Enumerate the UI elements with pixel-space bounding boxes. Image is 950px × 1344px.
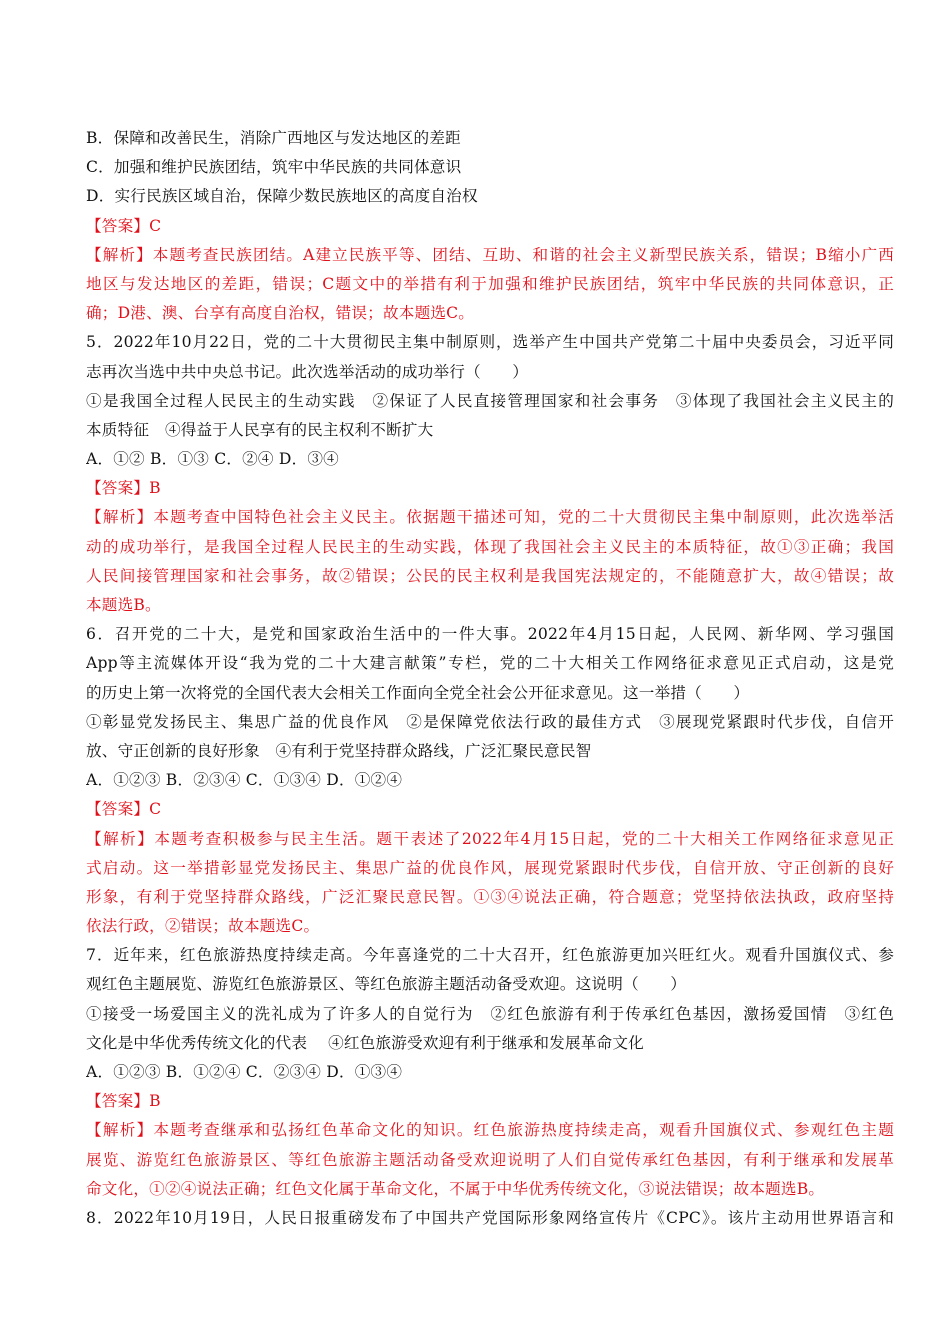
option-line: C．加强和维护民族团结，筑牢中华民族的共同体意识 xyxy=(86,158,462,177)
document-page xyxy=(86,124,894,1233)
answer-line: 【答案】C xyxy=(86,216,162,235)
question-line: 7．近年来，红色旅游热度持续走高。今年喜逢党的二十大召开，红色旅游更加兴旺红火。观看升国旗仪式、参 xyxy=(86,946,894,965)
question-line: 志再次当选中共中央总书记。此次选举活动的成功举行（ ） xyxy=(86,362,529,381)
question-line: 8．2022年10月19日，人民日报重磅发布了中国共产党国际形象网络宣传片《CPC》。该片主动用世界语言和 xyxy=(86,1208,894,1227)
option-line: A．①②③ B．②③④ C．①③④ D．①②④ xyxy=(86,771,403,790)
analysis-line: 人民间接管理国家和社会事务，故②错误；公民的民主权利是我国宪法规定的，不能随意扩大，故④错误；故 xyxy=(86,566,894,585)
analysis-line: 形象，有利于党坚持群众路线，广泛汇聚民意民智。①③④说法正确，符合题意；党坚持依法执政，政府坚持 xyxy=(86,887,894,906)
option-line: A．①② B．①③ C．②④ D．③④ xyxy=(86,450,339,469)
analysis-line: 【解析】本题考查中国特色社会主义民主。依据题干描述可知，党的二十大贯彻民主集中制原则，此次选举活 xyxy=(86,508,894,527)
answer-line: 【答案】B xyxy=(86,479,161,498)
question-line: 放、守正创新的良好形象 ④有利于党坚持群众路线，广泛汇聚民意民智 xyxy=(86,741,592,760)
question-line: App等主流媒体开设“我为党的二十大建言献策”专栏，党的二十大相关工作网络征求意见正式启动，这是党 xyxy=(86,654,894,673)
question-line: ①接受一场爱国主义的洗礼成为了许多人的自觉行为 ②红色旅游有利于传承红色基因，激扬爱国情 ③红色 xyxy=(86,1004,894,1023)
question-line: 文化是中华优秀传统文化的代表 ④红色旅游受欢迎有利于继承和发展革命文化 xyxy=(86,1033,644,1052)
analysis-line: 确；D港、澳、台享有高度自治权，错误；故本题选C。 xyxy=(86,304,475,323)
question-line: 本质特征 ④得益于人民享有的民主权利不断扩大 xyxy=(86,420,434,439)
option-line: D．实行民族区域自治，保障少数民族地区的高度自治权 xyxy=(86,187,478,206)
question-line: 6．召开党的二十大，是党和国家政治生活中的一件大事。2022年4月15日起，人民网、新华网、学习强国 xyxy=(86,625,894,644)
analysis-line: 【解析】本题考查民族团结。A建立民族平等、团结、互助、和谐的社会主义新型民族关系，错误；B缩小广西 xyxy=(86,245,894,264)
analysis-line: 命文化，①②④说法正确；红色文化属于革命文化，不属于中华优秀传统文化，③说法错误；故本题选B。 xyxy=(86,1179,825,1198)
analysis-line: 依法行政，②错误；故本题选C。 xyxy=(86,917,320,936)
question-line: 的历史上第一次将党的全国代表大会相关工作面向全党全社会公开征求意见。这一举措（ ） xyxy=(86,683,750,702)
option-line: B．保障和改善民生，消除广西地区与发达地区的差距 xyxy=(86,129,461,147)
analysis-line: 动的成功举行，是我国全过程人民民主的生动实践，体现了我国社会主义民主的本质特征，故①③正确；我国 xyxy=(86,537,894,556)
analysis-line: 【解析】本题考查继承和弘扬红色革命文化的知识。红色旅游热度持续走高，观看升国旗仪式、参观红色主题 xyxy=(86,1121,894,1140)
question-line: 5．2022年10月22日，党的二十大贯彻民主集中制原则，选举产生中国共产党第二十届中央委员会，习近平同 xyxy=(86,333,894,352)
analysis-line: 地区与发达地区的差距，错误；C题文中的举措有利于加强和维护民族团结，筑牢中华民族的共同体意识，正 xyxy=(86,274,894,293)
analysis-line: 展览、游览红色旅游景区、等红色旅游主题活动备受欢迎说明了人们自觉传承红色基因，有利于继承和发展革 xyxy=(86,1150,894,1169)
analysis-line: 本题选B。 xyxy=(86,596,161,614)
analysis-line: 式启动。这一举措彰显党发扬民主、集思广益的优良作风，展现党紧跟时代步伐，自信开放、守正创新的良好 xyxy=(86,858,894,877)
option-line: A．①②③ B．①②④ C．②③④ D．①③④ xyxy=(86,1063,403,1081)
question-line: 观红色主题展览、游览红色旅游景区、等红色旅游主题活动备受欢迎。这说明（ ） xyxy=(86,975,687,994)
analysis-line: 【解析】本题考查积极参与民主生活。题干表述了2022年4月15日起，党的二十大相关工作网络征求意见正 xyxy=(86,829,894,848)
answer-line: 【答案】B xyxy=(86,1092,161,1111)
question-line: ①是我国全过程人民民主的生动实践 ②保证了人民直接管理国家和社会事务 ③体现了我国社会主义民主的 xyxy=(86,391,894,410)
question-line: ①彰显党发扬民主、集思广益的优良作风 ②是保障党依法行政的最佳方式 ③展现党紧跟时代步伐，自信开 xyxy=(86,712,894,731)
answer-line: 【答案】C xyxy=(86,800,162,819)
